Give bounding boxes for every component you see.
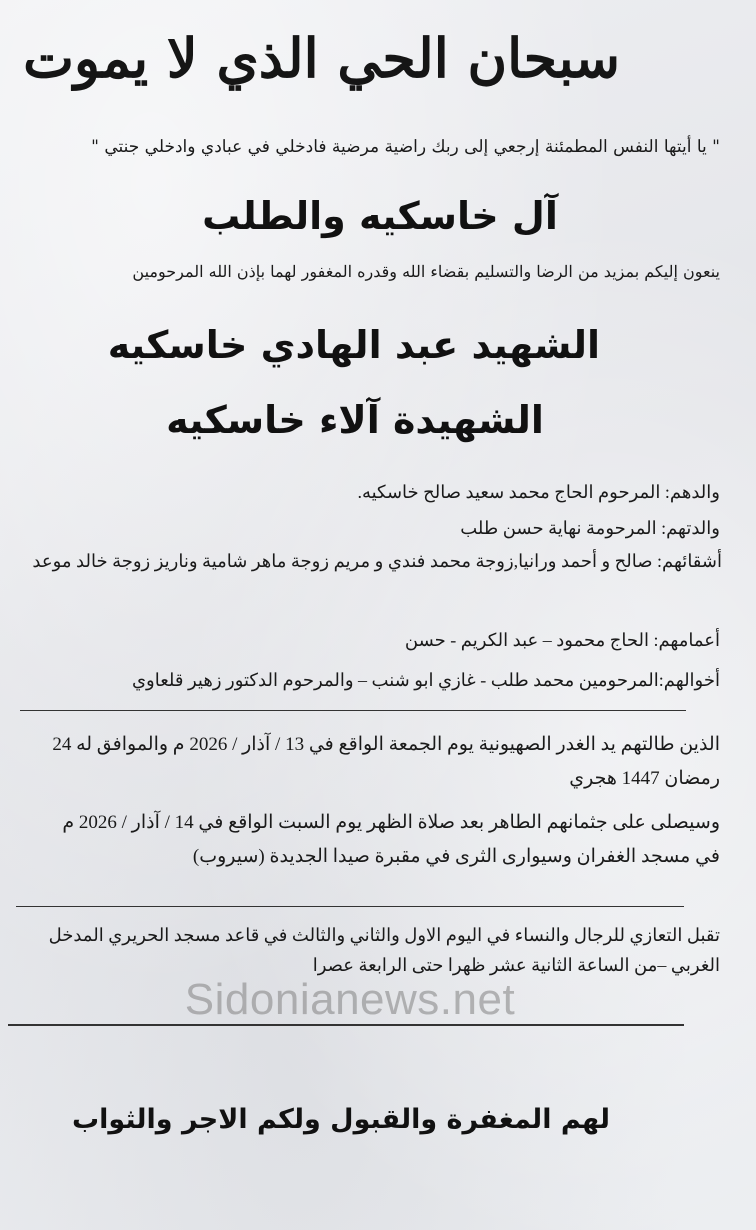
- death-info: الذين طالتهم يد الغدر الصهيونية يوم الجمعة الواقع في 13 / آذار / 2026 م والموافق له 24 رمضان 1447 هجري: [52, 734, 720, 789]
- watermark-text: Sidonianews.net: [184, 975, 516, 1024]
- maternal-uncles-line: أخوالهم:المرحومين محمد طلب - غازي ابو شنب – والمرحوم الدكتور زهير قلعاوي: [131, 670, 720, 690]
- condolences-info: تقبل التعازي للرجال والنساء في اليوم الاول والثاني والثالث في قاعد مسجد الحريري المدخل الغربي –من الساعة الثانية عشر ظهرا حتى الرابعة عصرا: [48, 925, 720, 975]
- mother-line: والدتهم: المرحومة نهاية حسن طلب: [460, 518, 720, 538]
- deceased-name-2: الشهيدة آلاء خاسكيه: [166, 398, 544, 442]
- paternal-uncles-line: أعمامهم: الحاج محمود – عبد الكريم - حسن: [404, 630, 720, 650]
- father-line: والدهم: المرحوم الحاج محمد سعيد صالح خاسكيه.: [357, 482, 720, 502]
- closing-prayer: لهم المغفرة والقبول ولكم الاجر والثواب: [72, 1104, 610, 1135]
- calligraphy-header: سبحان الحي الذي لا يموت: [23, 26, 620, 90]
- siblings-line: أشقائهم: صالح و أحمد ورانيا,زوجة محمد فندي و مريم زوجة ماهر شامية وناريز زوجة خالد موعد: [32, 551, 722, 571]
- divider-1: [20, 710, 686, 711]
- announcement-line: ينعون إليكم بمزيد من الرضا والتسليم بقضاء الله وقدره المغفور لهما بإذن الله المرحومين: [132, 262, 720, 281]
- divider-3: [8, 1024, 684, 1026]
- family-name: آل خاسكيه والطلب: [202, 194, 558, 238]
- deceased-name-1: الشهيد عبد الهادي خاسكيه: [107, 323, 600, 367]
- divider-2: [16, 906, 684, 907]
- quran-verse: " يا أيتها النفس المطمئنة إرجعي إلى ربك راضية مرضية فادخلي في عبادي وادخلي جنتي ": [91, 137, 720, 157]
- funeral-info: وسيصلى على جثمانهم الطاهر بعد صلاة الظهر يوم السبت الواقع في 14 / آذار / 2026 م في مسجد الغفران وسيوارى الثرى في مقبرة صيدا الجديدة (سيروب): [62, 812, 720, 867]
